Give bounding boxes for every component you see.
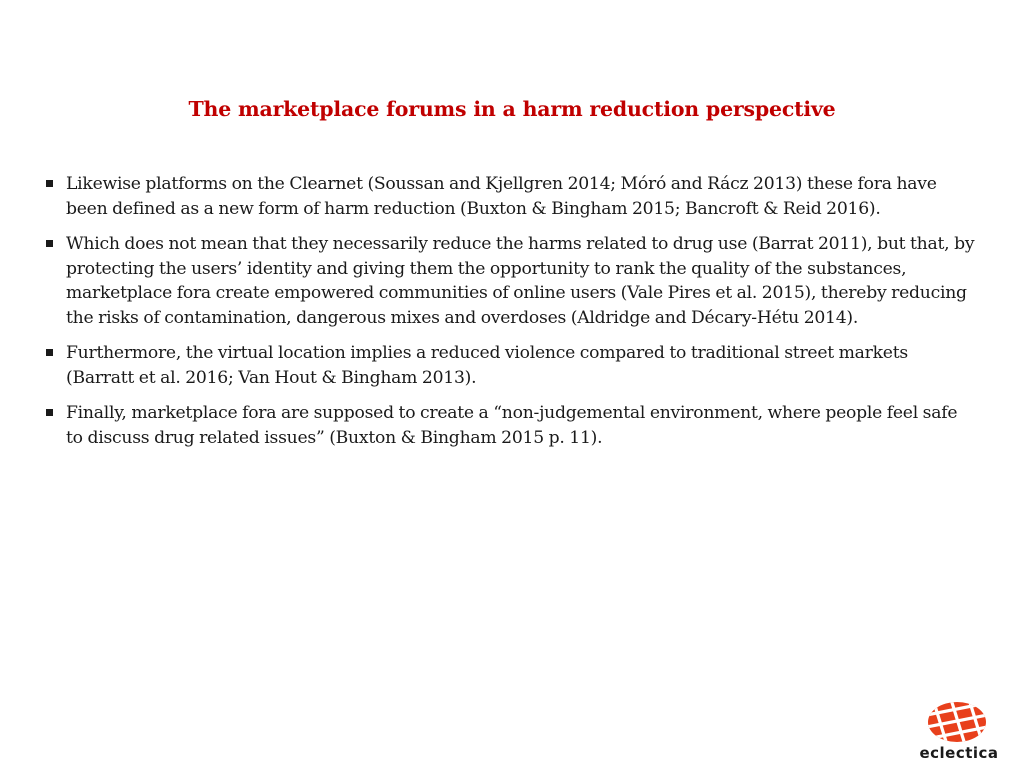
slide-title: The marketplace forums in a harm reduction perspective: [188, 97, 836, 121]
bullet-item: [46, 401, 976, 450]
bullet-item: [46, 341, 976, 390]
bullet-text: Which does not mean that they necessarily reduce the harms related to drug use (Barrat 2011), but that, by protecting the users’ identity and giving them the opportunity to rank the quality of the substances, marketplace fora create empowered communities of online users (Vale Pires et al. 2015), thereby reducing the risks of contamination, dangerous mixes and overdoses (Aldridge and Décary-Hétu 2014).: [66, 234, 975, 328]
square-bullet-icon: [46, 180, 53, 187]
bullet-list: [46, 172, 976, 461]
bullet-text: Finally, marketplace fora are supposed to create a “non-judgemental environment, where people feel safe to discuss drug related issues” (Buxton & Bingham 2015 p. 11).: [66, 403, 958, 448]
eclectica-logo: [900, 700, 1018, 766]
bullet-text: Likewise platforms on the Clearnet (Soussan and Kjellgren 2014; Móró and Rácz 2013) these fora have been defined as a new form of harm reduction (Buxton & Bingham 2015; Bancroft & Reid 2016).: [66, 174, 937, 219]
bullet-item: [46, 172, 976, 221]
bullet-item: [46, 232, 976, 330]
bullet-text: Furthermore, the virtual location implies a reduced violence compared to traditional street markets (Barratt et al. 2016; Van Hout & Bingham 2013).: [66, 343, 908, 388]
logo-text: eclectica: [919, 744, 999, 762]
eclectica-logo-icon: [926, 700, 988, 744]
square-bullet-icon: [46, 409, 53, 416]
square-bullet-icon: [46, 349, 53, 356]
square-bullet-icon: [46, 240, 53, 247]
